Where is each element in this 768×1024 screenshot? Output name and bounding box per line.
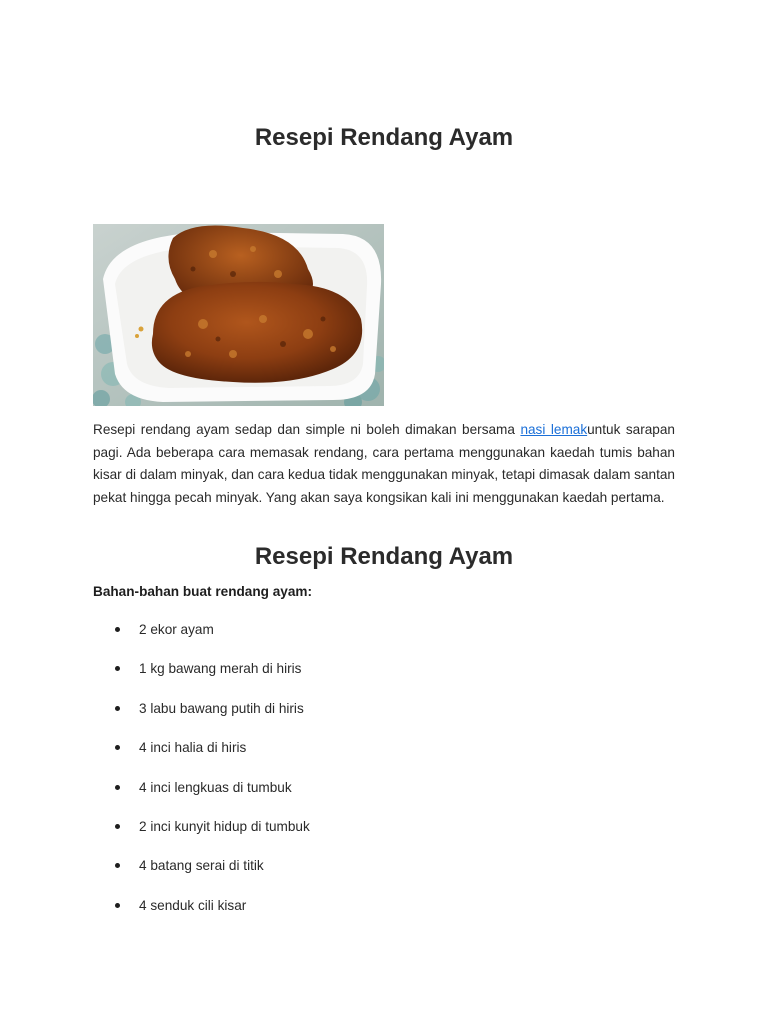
ingredient-text: 2 ekor ayam — [139, 622, 214, 637]
bullet-icon — [115, 863, 120, 868]
ingredient-text: 4 senduk cili kisar — [139, 897, 247, 913]
bullet-icon — [115, 627, 120, 632]
rendang-photo — [93, 224, 384, 406]
intro-text-rest: untuk sarapan pagi. Ada beberapa cara memasak rendang, cara pertama menggunakan kaedah tumis bahan kisar di dalam minyak, dan cara kedua tidak menggunakan minyak, tetapi dimasak dalam santan pekat hingga pecah minyak. Yang akan saya kongsikan kali ini menggunakan kaedah pertama. — [93, 422, 675, 505]
bullet-icon — [115, 745, 120, 750]
list-item — [93, 856, 673, 895]
ingredient-text: 4 inci lengkuas di tumbuk — [139, 779, 292, 795]
intro-text-start: Resepi rendang ayam sedap dan simple ni boleh dimakan bersama — [93, 422, 521, 437]
page-title: Resepi Rendang Ayam — [254, 124, 514, 151]
list-item — [93, 896, 673, 935]
list-item — [93, 699, 673, 738]
ingredient-text: 4 inci halia di hiris — [139, 740, 247, 756]
ingredient-text: 4 batang serai di titik — [139, 858, 264, 874]
bullet-icon — [115, 903, 120, 908]
ingredient-text: 1 kg bawang merah di hiris — [139, 661, 302, 677]
bullet-icon — [115, 666, 120, 671]
nasi-lemak-link[interactable]: nasi lemak — [520, 422, 588, 437]
intro-paragraph — [93, 419, 675, 509]
section-title: Resepi Rendang Ayam — [254, 543, 514, 570]
ingredients-list — [93, 620, 673, 935]
list-item — [93, 659, 673, 698]
list-item — [93, 738, 673, 777]
bullet-icon — [115, 706, 120, 711]
list-item — [93, 778, 673, 817]
list-item — [93, 620, 673, 659]
ingredient-text: 2 inci kunyit hidup di tumbuk — [139, 818, 310, 834]
list-item — [93, 817, 673, 856]
bullet-icon — [115, 785, 120, 790]
ingredients-heading: Bahan-bahan buat rendang ayam: — [93, 584, 313, 599]
bullet-icon — [115, 824, 120, 829]
ingredient-text: 3 labu bawang putih di hiris — [139, 700, 304, 716]
